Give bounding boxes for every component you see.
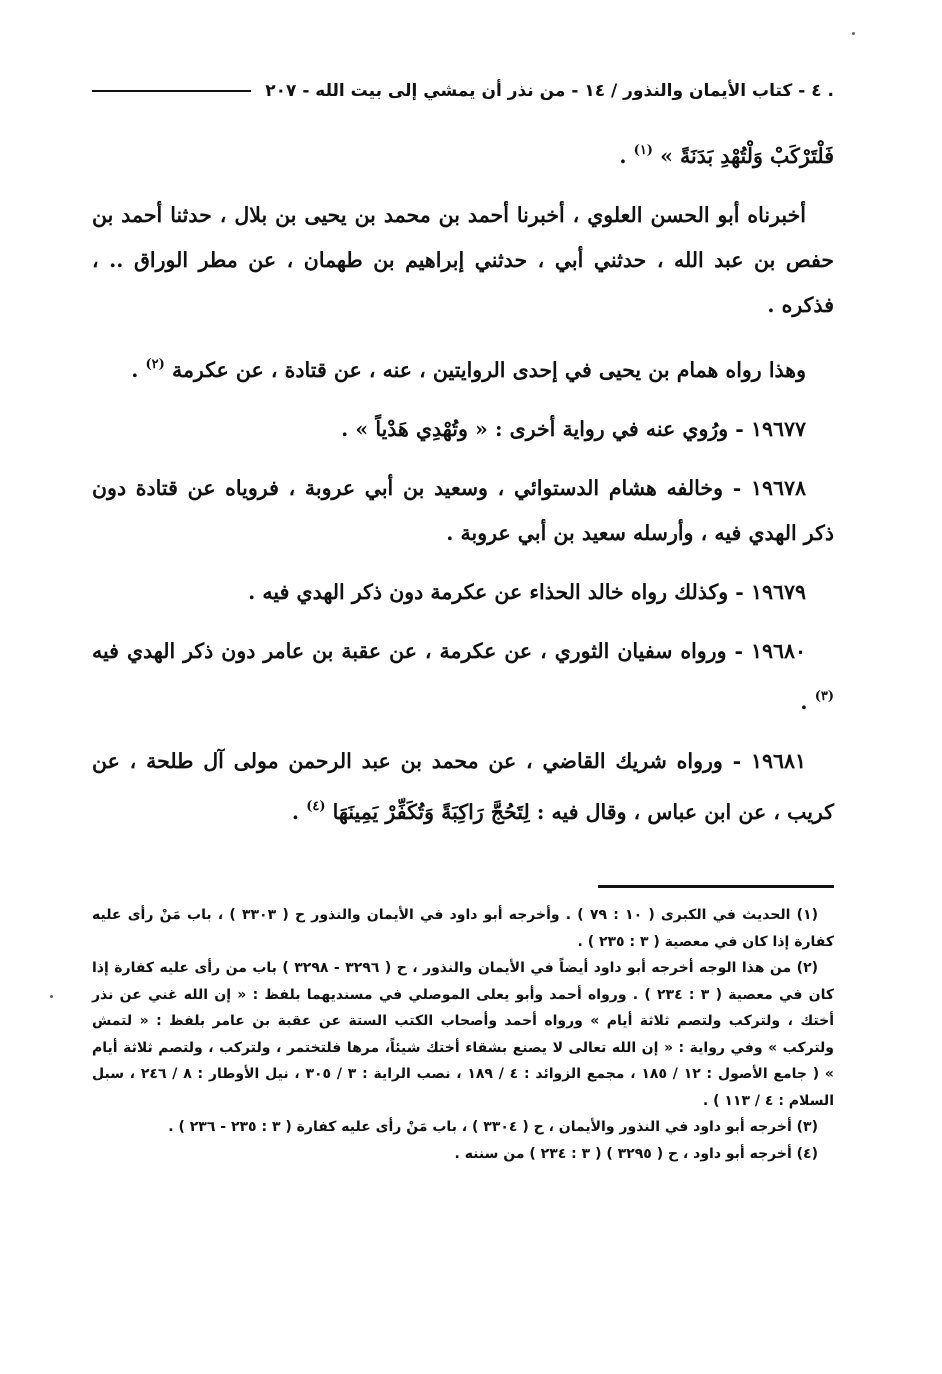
header-rule bbox=[92, 90, 251, 92]
footnote-ref: (٢) bbox=[145, 357, 165, 372]
footnote-ref: (٣) bbox=[814, 689, 834, 704]
footnote-ref: (٤) bbox=[306, 799, 326, 814]
running-header bbox=[92, 76, 834, 106]
scan-speck bbox=[852, 32, 855, 35]
paragraph-19679: ١٩٦٧٩ - وكذلك رواه خالد الحذاء عن عكرمة دون ذكر الهدي فيه . bbox=[248, 580, 806, 604]
footnote-separator bbox=[598, 885, 834, 888]
footnote-4: (٤) أخرجه أبو داود ، ح ( ٣٢٩٥ ) ( ٣ : ٢٣٤ ) من سننه . bbox=[454, 1145, 818, 1162]
main-text bbox=[92, 128, 834, 835]
paragraph-continuation: فَلْتَرْكَبْ وَلْتُهْدِ بَدَنَةً » $^{(١)}$ . bbox=[619, 143, 834, 168]
footnotes bbox=[92, 902, 834, 1167]
paragraph-19678: ١٩٦٧٨ - وخالفه هشام الدستوائي ، وسعيد بن أبي عروبة ، فروياه عن قتادة دون ذكر الهدي فيه ، وأرسله سعيد بن أبي عروبة . bbox=[92, 476, 834, 545]
paragraph-hammam: وهذا رواه همام بن يحيى في إحدى الروايتين ، عنه ، عن قتادة ، عن عكرمة $^{(٢)}$ . bbox=[131, 357, 806, 382]
paragraph-isnad: أخبرناه أبو الحسن العلوي ، أخبرنا أحمد بن محمد بن يحيى بن بلال ، حدثنا أحمد بن حفص بن عبد الله ، حدثني أبي ، حدثني إبراهيم بن طهمان ، عن مطر الوراق .. ، فذكره . bbox=[92, 203, 834, 317]
footnote-1: (١) الحديث في الكبرى ( ١٠ : ٧٩ ) . وأخرجه أبو داود في الأيمان والنذور ح ( ٣٣٠٣ ) ، باب مَنْ رأى عليه كفارة إذا كان في معصية ( ٣ : ٢٣٥ ) . bbox=[92, 907, 834, 950]
footnote-3: (٣) أخرجه أبو داود في النذور والأيمان ، ح ( ٣٣٠٤ ) ، باب مَنْ رأى عليه كفارة ( ٣ : ٢٣٥ - ٢٣٦ ) . bbox=[168, 1119, 818, 1135]
paragraph-19677: ١٩٦٧٧ - ورُوي عنه في رواية أخرى : « وتُهْدِي هَدْياً » . bbox=[341, 417, 806, 441]
paragraph-19680: ١٩٦٨٠ - ورواه سفيان الثوري ، عن عكرمة ، عن عقبة بن عامر دون ذكر الهدي فيه $^{(٣)}$ . bbox=[92, 639, 834, 714]
scan-speck bbox=[50, 995, 53, 998]
paragraph-19681: ١٩٦٨١ - ورواه شريك القاضي ، عن محمد بن عبد الرحمن مولى آل طلحة ، عن كريب ، عن ابن عباس ، وقال فيه : لِتَحُجَّ رَاكِبَةً وَتُكَفِّرْ يَمِينَهَا $^{(٤)}$ . bbox=[92, 749, 834, 824]
running-title: . ٤ - كتاب الأيمان والنذور / ١٤ - من نذر أن يمشي إلى بيت الله - ٢٠٧ bbox=[265, 81, 834, 101]
footnote-2: (٢) من هذا الوجه أخرجه أبو داود أيضاً في الأيمان والنذور ، ح ( ٣٢٩٦ - ٣٢٩٨ ) باب من رأى عليه كفارة إذا كان في معصية ( ٣ : ٢٣٤ ) . ورواه أحمد وأبو يعلى الموصلي في مسنديهما بلفظ : « إن الله غني عن نذر أختك ، ولتركب ولتصم ثلاثة أيام » ورواه أحمد وأصحاب الكتب الستة عن عقبة بن عامر بلفظ : « لتمش ولتركب » وفي رواية : « إن الله تعالى لا يصنع بشقاء أختك شيئاً، مرها فلتختمر ، ولتركب ، ولتصم ثلاثة أيام » ( جامع الأصول : ١٢ / ١٨٥ ، مجمع الزوائد : ٤ / ١٨٩ ، نصب الراية : ٣ / ٣٠٥ ، نيل الأوطار : ٨ / ٢٤٦ ، سبل السلام : ٤ / ١١٣ ) . bbox=[92, 960, 834, 1109]
footnote-ref: (١) bbox=[633, 143, 653, 158]
